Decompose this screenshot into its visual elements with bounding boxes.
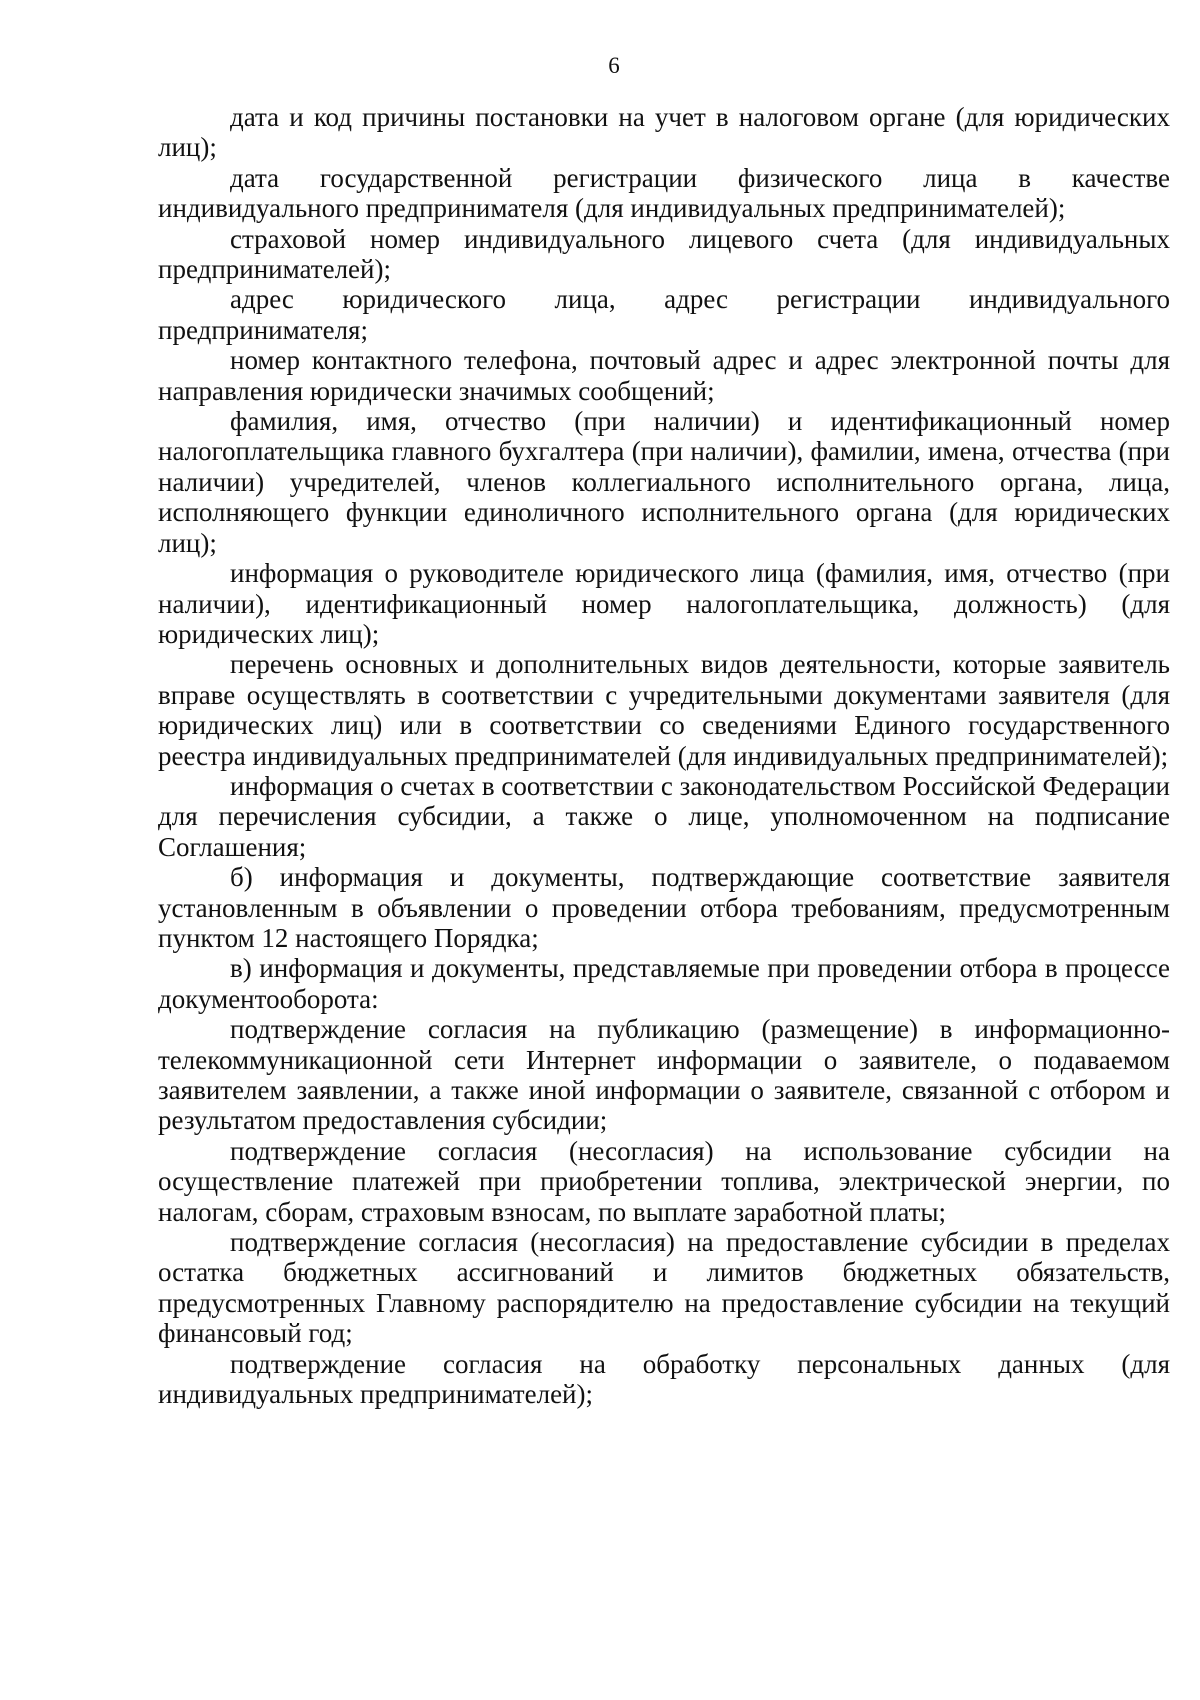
paragraph-contacts: номер контактного телефона, почтовый адрес и адрес электронной почты для направления юридически значимых сообщений; [158, 345, 1170, 406]
paragraph-payments-consent: подтверждение согласия (несогласия) на использование субсидии на осуществление платежей при приобретении топлива, электрической энергии, по налогам, сборам, страховым взносам, по выплате заработной платы; [158, 1135, 1170, 1227]
paragraph-item-v: в) информация и документы, представляемые при проведении отбора в процессе документооборота: [158, 953, 1170, 1014]
paragraph-registration-date: дата государственной регистрации физического лица в качестве индивидуального предпринимателя (для индивидуальных предпринимателей); [158, 162, 1170, 224]
paragraph-publication-consent: подтверждение согласия на публикацию (размещение) в информационно-телекоммуникационной сети Интернет информации о заявителе, о подаваемом заявителем заявлении, а также иной информации о заявителе, связанной с отбором и результатом предоставления субсидии; [158, 1014, 1170, 1136]
paragraph-item-b: б) информация и документы, подтверждающие соответствие заявителя установленным в объявлении о проведении отбора требованиям, предусмотренным пунктом 12 настоящего Порядка; [158, 862, 1170, 953]
paragraph-head-info: информация о руководителе юридического лица (фамилия, имя, отчество (при наличии), идентификационный номер налогоплательщика, должность) (для юридических лиц); [158, 558, 1170, 649]
paragraph-accountant-founders: фамилия, имя, отчество (при наличии) и идентификационный номер налогоплательщика главного бухгалтера (при наличии), фамилии, имена, отчества (при наличии) учредителей, членов коллегиального исполнительного органа, лица, исполняющего функции единоличного исполнительного органа (для юридических лиц); [158, 406, 1170, 558]
paragraph-kpp-date: дата и код причины постановки на учет в налоговом органе (для юридических лиц); [158, 102, 1170, 163]
page-number: 6 [608, 53, 620, 78]
paragraph-insurance-number: страховой номер индивидуального лицевого счета (для индивидуальных предпринимателей); [158, 223, 1170, 285]
paragraph-personal-data-consent: подтверждение согласия на обработку персональных данных (для индивидуальных предпринимателей); [158, 1348, 1170, 1410]
paragraph-activities: перечень основных и дополнительных видов деятельности, которые заявитель вправе осуществлять в соответствии с учредительными документами заявителя (для юридических лиц) или в соответствии со сведениями Единого государственного реестра индивидуальных предпринимателей (для индивидуальных предпринимателей); [158, 649, 1170, 771]
paragraph-accounts: информация о счетах в соответствии с законодательством Российской Федерации для перечисления субсидии, а также о лице, уполномоченном на подписание Соглашения; [158, 770, 1170, 862]
document-body [158, 102, 1170, 1409]
paragraph-address: адрес юридического лица, адрес регистрации индивидуального предпринимателя; [158, 284, 1170, 345]
paragraph-budget-consent: подтверждение согласия (несогласия) на предоставление субсидии в пределах остатка бюджетных ассигнований и лимитов бюджетных обязательств, предусмотренных Главному распорядителю на предоставление субсидии на текущий финансовый год; [158, 1227, 1170, 1349]
